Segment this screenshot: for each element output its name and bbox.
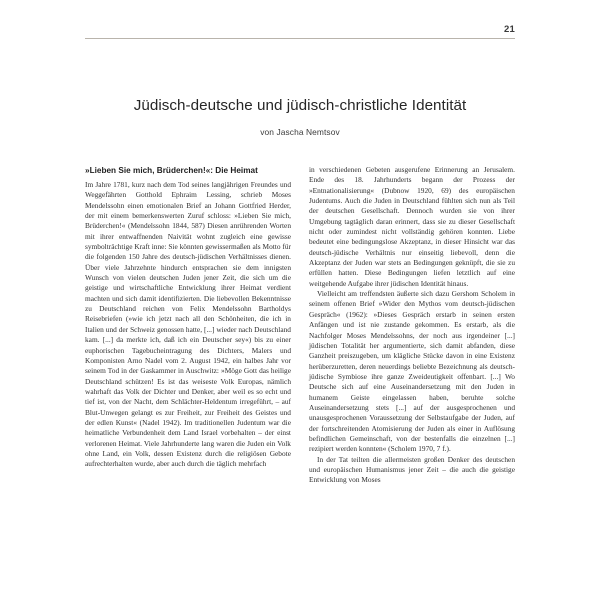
page-number: 21 xyxy=(504,24,515,35)
author-byline: von Jascha Nemtsov xyxy=(260,127,340,137)
paragraph: In der Tat teilten die allermeisten großen Denker des deutschen und europäischen Humanismus jener Zeit – die auch die geistige Entwicklung von Moses xyxy=(309,454,515,485)
column-right xyxy=(309,165,515,575)
body-columns xyxy=(85,165,515,575)
column-left xyxy=(85,165,291,575)
paragraph: Vielleicht am treffendsten äußerte sich dazu Gershom Scholem in seinem offenen Brief »Wider den Mythos vom deutsch-jüdischen Gespräch« (1962): »Dieses Gespräch erstarb in seinen ersten Anfängen und ist nie zustande gekommen. Es erstarb, als die Nachfolger Moses Mendelssohns, der noch aus irgendeiner [...] jüdischen Totalität her argumentierte, sich damit abfanden, diese Ganzheit preiszugeben, um klägliche Stücke davon in eine Existenz herüberzuretten, deren neuerdings beliebte Bezeichnung als deutsch-jüdische Symbiose ihre ganze Zweideutigkeit offenbart. [...] Wo Deutsche sich auf eine Auseinandersetzung mit den Juden in humanem Geiste eingelassen haben, beruhte solche Auseinandersetzung stets [...] auf der ausgesprochenen und unausgesprochenen Voraussetzung der Selbstaufgabe der Juden, auf der fortschreitenden Atomisierung der Juden als einer in Auflösung befindlichen Gemeinschaft, von der bestenfalls die einzelnen [...] rezipiert werden konnten« (Scholem 1970, 7 f.). xyxy=(309,289,515,454)
section-heading: »Lieben Sie mich, Brüderchen!«: Die Heimat xyxy=(85,166,258,175)
running-head xyxy=(85,24,515,46)
page-title: Jüdisch-deutsche und jüdisch-christliche Identität xyxy=(133,97,467,114)
header-rule xyxy=(85,38,515,39)
title-block xyxy=(50,96,550,138)
paragraph: Im Jahre 1781, kurz nach dem Tod seines langjährigen Freundes und Weggefährten Gotthold Ephraim Lessing, schrieb Moses Mendelssohn einen emotionalen Brief an Johann Gottfried Herder, der mit einem bemerkenswerten Zuruf schloss: »Lieben Sie mich, Brüderchen!« (Mendelssohn 1844, 587) Diesen anrührenden Worten mit ihrer entwaffnenden Naivität wohnt zugleich eine gewisse symbolträchtige Kraft inne: Sie könnten gewissermaßen als Motto für die folgenden 150 Jahre des deutsch-jüdischen Verhältnisses dienen. Über viele Jahrzehnte hindurch entsprachen sie dem innigsten Wunsch von vielen deutschen Juden jener Zeit, die sich um die geistige und wirtschaftliche Entwicklung ihrer Heimat verdient machten und sich damit identifizierten. Die liebevollen Bekenntnisse zu Deutschland reichen von Felix Mendelssohn Bartholdys Reisebriefen (»wie ich jetzt nach all den Schönheiten, die ich in Italien und der Schweiz genossen hatte, [...] wieder nach Deutschland kam. [...] da merkte ich, daß ich ein Deutscher sey«) bis zu einer euphorischen Tagebucheintragung des Dichters, Malers und Komponisten Arno Nadel vom 2. August 1942, ein halbes Jahr vor seinem Tod in der Gaskammer in Auschwitz: »Möge Gott das heilige Deutschland schützen! Es ist das weiseste Volk Europas, nämlich wahrhaft das Volk der Dichter und Denker, aber weil es so echt und tief ist, von der Nacht, dem Schlächter-Heldentum irregeführt, – auf Blut-Unwegen gelangt es zur Freiheit, zur Freiheit des Geistes und der edlen Kunst« (Nadel 1942). Im traditionellen Judentum war die heimatliche Verbundenheit dem Land Israel vorbehalten – der einst verlorenen Heimat. Viele Jahrhunderte lang waren die Juden ein Volk ohne Land, ein Volk, dessen Existenz durch die religiösen Gebote aufrechterhalten wurde, aber auch durch die täglich mehrfach xyxy=(85,180,291,469)
paragraph: in verschiedenen Gebeten ausgerufene Erinnerung an Jerusalem. Ende des 18. Jahrhunderts begann der Prozess der »Entnationalisierung« (Dubnow 1920, 69) des europäischen Judentums. Auch die Juden in Deutschland fühlten sich nun als Teil der deutschen Gesellschaft. Dennoch wurden sie von ihrer Umgebung tagtäglich daran erinnert, dass sie zu dieser Gesellschaft nicht oder zumindest nicht vollständig gehören konnten. Liebe bedeutet eine bedingungslose Akzeptanz, in dieser Hinsicht war das deutsch-jüdische Verhältnis nur einseitig liebevoll, denn die Akzeptanz der Juden war stets an Bedingungen geknüpft, die sie zu erfüllen hatten. Diese Bedingungen liefen letztlich auf eine weitgehende Aufgabe ihrer jüdischen Identität hinaus. xyxy=(309,165,515,288)
